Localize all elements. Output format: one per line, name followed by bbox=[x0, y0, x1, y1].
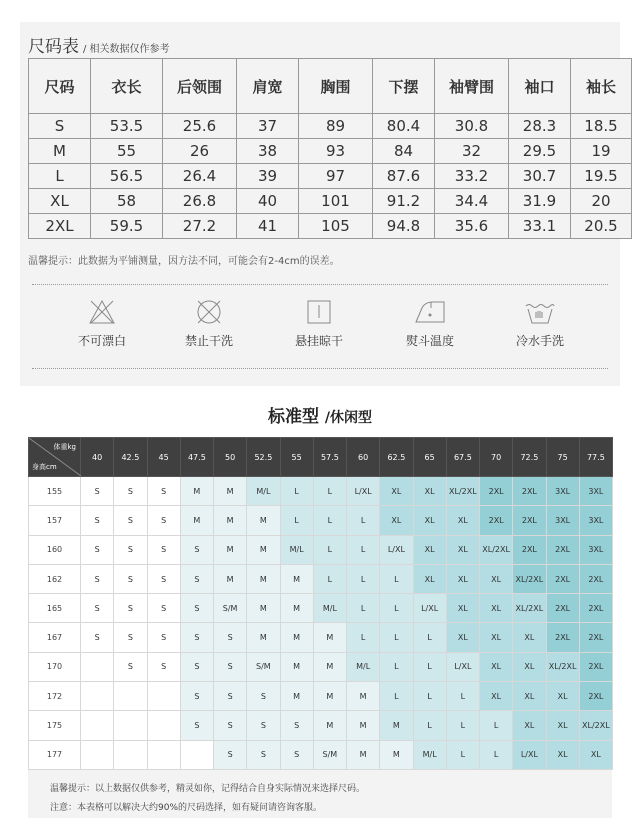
size-recommendation-cell: S bbox=[247, 682, 280, 711]
size-cell: 84 bbox=[373, 139, 435, 164]
size-recommendation-cell: XL bbox=[446, 535, 479, 564]
size-recommendation-cell: XL bbox=[513, 623, 546, 652]
care-label: 冷水手洗 bbox=[515, 334, 564, 348]
size-recommendation-cell: XL bbox=[513, 652, 546, 681]
size-recommendation-cell: L bbox=[380, 564, 413, 593]
size-recommendation-cell: M bbox=[280, 623, 313, 652]
size-recommendation-cell: L bbox=[446, 711, 479, 740]
size-recommendation-cell bbox=[180, 740, 213, 769]
care-label: 熨斗温度 bbox=[405, 334, 454, 348]
grid-row bbox=[29, 506, 613, 535]
size-recommendation-cell: L bbox=[413, 623, 446, 652]
size-recommendation-cell: M bbox=[280, 564, 313, 593]
size-recommendation-cell: M/L bbox=[313, 594, 346, 623]
grid-row bbox=[29, 623, 613, 652]
size-cell: 20 bbox=[571, 189, 632, 214]
size-recommendation-cell: L bbox=[380, 652, 413, 681]
size-recommendation-cell: S/M bbox=[313, 740, 346, 769]
size-recommendation-cell: 2XL bbox=[513, 506, 546, 535]
size-recommendation-cell: 2XL bbox=[480, 477, 513, 506]
size-cell: 20.5 bbox=[571, 214, 632, 239]
grid-row bbox=[29, 740, 613, 769]
size-recommendation-cell: 3XL bbox=[579, 506, 612, 535]
size-recommendation-cell: L/XL bbox=[413, 594, 446, 623]
size-recommendation-cell: 2XL bbox=[546, 623, 579, 652]
height-axis-label: 身高cm bbox=[32, 463, 57, 471]
weight-header: 42.5 bbox=[114, 438, 147, 477]
size-recommendation-cell: XL/2XL bbox=[513, 594, 546, 623]
size-recommendation-cell: S bbox=[247, 711, 280, 740]
size-recommendation-cell: 2XL bbox=[579, 652, 612, 681]
size-cell: 26.8 bbox=[163, 189, 237, 214]
size-recommendation-cell: M/L bbox=[280, 535, 313, 564]
size-recommendation-cell: S bbox=[147, 477, 180, 506]
size-recommendation-cell: XL bbox=[480, 652, 513, 681]
size-recommendation-cell: S bbox=[280, 740, 313, 769]
divider-bottom bbox=[32, 368, 608, 369]
size-cell: 28.3 bbox=[509, 114, 571, 139]
height-header: 167 bbox=[29, 623, 81, 652]
weight-header: 67.5 bbox=[446, 438, 479, 477]
size-recommendation-cell: XL/2XL bbox=[546, 652, 579, 681]
size-col-header: 下摆 bbox=[373, 59, 435, 114]
weight-header: 55 bbox=[280, 438, 313, 477]
size-cell: 18.5 bbox=[571, 114, 632, 139]
size-recommendation-cell: M bbox=[280, 682, 313, 711]
size-cell: 27.2 bbox=[163, 214, 237, 239]
size-recommendation-cell: S bbox=[180, 682, 213, 711]
size-recommendation-cell: S bbox=[81, 623, 114, 652]
size-cell: 30.8 bbox=[435, 114, 509, 139]
size-chart-title: 尺码表 / 相关数据仅作参考 bbox=[28, 37, 170, 57]
size-cell: 26 bbox=[163, 139, 237, 164]
size-cell: 40 bbox=[237, 189, 299, 214]
size-row bbox=[29, 214, 632, 239]
size-cell: 38 bbox=[237, 139, 299, 164]
size-recommendation-cell: S bbox=[214, 623, 247, 652]
size-recommendation-cell bbox=[81, 711, 114, 740]
size-recommendation-cell bbox=[147, 682, 180, 711]
size-recommendation-cell: XL bbox=[413, 477, 446, 506]
grid-row bbox=[29, 652, 613, 681]
size-cell: 30.7 bbox=[509, 164, 571, 189]
footer-note: 注意：本表格可以解决大约90%的尺码选择，如有疑问请咨询客服。 bbox=[50, 803, 323, 813]
size-recommendation-cell: L bbox=[480, 740, 513, 769]
weight-header: 52.5 bbox=[247, 438, 280, 477]
size-recommendation-cell: L bbox=[280, 506, 313, 535]
size-recommendation-cell: 2XL bbox=[546, 564, 579, 593]
size-col-header: 后领围 bbox=[163, 59, 237, 114]
size-row bbox=[29, 189, 632, 214]
size-recommendation-cell: S bbox=[114, 594, 147, 623]
size-chart-panel bbox=[20, 22, 620, 386]
size-col-header: 衣长 bbox=[91, 59, 163, 114]
measure-tip: 温馨提示：此数据为平铺测量，因方法不同，可能会有2-4cm的误差。 bbox=[28, 256, 340, 267]
size-recommendation-cell: L/XL bbox=[347, 477, 380, 506]
weight-header: 40 bbox=[81, 438, 114, 477]
size-recommendation-cell: 2XL bbox=[546, 535, 579, 564]
size-recommendation-cell: L bbox=[380, 682, 413, 711]
care-no-bleach bbox=[52, 298, 152, 349]
size-cell: 89 bbox=[299, 114, 373, 139]
size-recommendation-cell: XL bbox=[413, 564, 446, 593]
size-cell: S bbox=[29, 114, 91, 139]
height-header: 157 bbox=[29, 506, 81, 535]
grid-row bbox=[29, 564, 613, 593]
weight-axis-label: 体重kg bbox=[53, 443, 76, 451]
size-recommendation-cell: S/M bbox=[247, 652, 280, 681]
size-recommendation-cell: S bbox=[180, 594, 213, 623]
size-recommendation-cell bbox=[114, 682, 147, 711]
size-cell: 97 bbox=[299, 164, 373, 189]
size-recommendation-cell: S bbox=[81, 477, 114, 506]
care-iron bbox=[380, 298, 480, 349]
size-recommendation-cell: 2XL bbox=[546, 594, 579, 623]
size-cell: 37 bbox=[237, 114, 299, 139]
size-recommendation-cell: L bbox=[347, 594, 380, 623]
grid-row bbox=[29, 535, 613, 564]
care-label: 不可漂白 bbox=[77, 334, 126, 348]
size-recommendation-cell: 2XL bbox=[579, 564, 612, 593]
size-recommendation-cell: S bbox=[214, 652, 247, 681]
weight-header: 70 bbox=[480, 438, 513, 477]
size-recommendation-cell: M bbox=[214, 506, 247, 535]
size-recommendation-cell: 2XL bbox=[513, 535, 546, 564]
size-recommendation-cell: XL bbox=[513, 711, 546, 740]
size-recommendation-cell: XL bbox=[546, 682, 579, 711]
size-recommendation-cell: XL bbox=[413, 506, 446, 535]
weight-header: 77.5 bbox=[579, 438, 612, 477]
size-recommendation-cell bbox=[147, 711, 180, 740]
size-recommendation-cell: XL bbox=[480, 564, 513, 593]
weight-header: 47.5 bbox=[180, 438, 213, 477]
size-recommendation-cell: M bbox=[247, 506, 280, 535]
size-recommendation-cell: M bbox=[347, 711, 380, 740]
size-recommendation-cell: XL bbox=[513, 682, 546, 711]
care-label: 悬挂晾干 bbox=[294, 334, 343, 348]
size-recommendation-cell bbox=[81, 652, 114, 681]
size-recommendation-cell: S bbox=[114, 535, 147, 564]
size-recommendation-cell: S bbox=[214, 711, 247, 740]
size-recommendation-cell: XL bbox=[546, 711, 579, 740]
size-recommendation-cell: M bbox=[214, 564, 247, 593]
size-recommendation-cell: XL bbox=[380, 506, 413, 535]
care-hand-wash bbox=[490, 298, 590, 349]
size-recommendation-cell: XL/2XL bbox=[579, 711, 612, 740]
size-recommendation-cell: L bbox=[446, 740, 479, 769]
size-cell: 33.2 bbox=[435, 164, 509, 189]
size-recommendation-cell: 2XL bbox=[480, 506, 513, 535]
size-recommendation-cell: M bbox=[347, 740, 380, 769]
size-recommendation-cell: XL bbox=[413, 535, 446, 564]
care-no-dry-clean bbox=[159, 298, 259, 349]
size-recommendation-cell: L bbox=[347, 535, 380, 564]
size-recommendation-cell: L bbox=[313, 506, 346, 535]
size-recommendation-cell: L bbox=[480, 711, 513, 740]
size-recommendation-cell: S bbox=[114, 506, 147, 535]
grid-row bbox=[29, 594, 613, 623]
size-recommendation-cell: S bbox=[114, 477, 147, 506]
size-recommendation-grid bbox=[28, 437, 612, 770]
size-recommendation-cell: XL bbox=[380, 477, 413, 506]
size-cell: 58 bbox=[91, 189, 163, 214]
height-header: 177 bbox=[29, 740, 81, 769]
size-recommendation-cell: XL bbox=[446, 506, 479, 535]
size-recommendation-cell: S bbox=[81, 506, 114, 535]
care-label: 禁止干洗 bbox=[184, 334, 233, 348]
size-cell: 31.9 bbox=[509, 189, 571, 214]
size-recommendation-cell: M bbox=[380, 711, 413, 740]
size-recommendation-cell: S bbox=[114, 564, 147, 593]
size-row bbox=[29, 164, 632, 189]
size-cell: 105 bbox=[299, 214, 373, 239]
size-recommendation-cell: L bbox=[380, 623, 413, 652]
size-recommendation-cell: S bbox=[180, 623, 213, 652]
size-recommendation-cell: M bbox=[280, 594, 313, 623]
height-header: 160 bbox=[29, 535, 81, 564]
size-recommendation-cell: M bbox=[380, 740, 413, 769]
size-recommendation-cell: L bbox=[380, 594, 413, 623]
size-col-header: 尺码 bbox=[29, 59, 91, 114]
grid-row bbox=[29, 682, 613, 711]
grid-row bbox=[29, 711, 613, 740]
weight-header: 60 bbox=[347, 438, 380, 477]
size-recommendation-cell: L/XL bbox=[380, 535, 413, 564]
grid-corner bbox=[29, 438, 81, 477]
size-recommendation-cell: XL bbox=[579, 740, 612, 769]
size-recommendation-cell: M bbox=[280, 652, 313, 681]
size-recommendation-cell: S bbox=[180, 711, 213, 740]
size-recommendation-cell: M bbox=[214, 477, 247, 506]
weight-header: 62.5 bbox=[380, 438, 413, 477]
size-recommendation-cell: M bbox=[214, 535, 247, 564]
size-row bbox=[29, 139, 632, 164]
size-recommendation-cell: S bbox=[147, 594, 180, 623]
size-recommendation-cell: 2XL bbox=[579, 623, 612, 652]
height-header: 170 bbox=[29, 652, 81, 681]
size-cell: 26.4 bbox=[163, 164, 237, 189]
size-recommendation-cell: S bbox=[114, 652, 147, 681]
size-recommendation-cell: M bbox=[180, 477, 213, 506]
size-recommendation-cell: M/L bbox=[247, 477, 280, 506]
hand-wash-cold-icon bbox=[524, 298, 556, 326]
size-recommendation-cell: M bbox=[313, 711, 346, 740]
size-recommendation-cell: L bbox=[413, 652, 446, 681]
size-recommendation-cell: L bbox=[347, 564, 380, 593]
grid-row bbox=[29, 477, 613, 506]
size-recommendation-cell: S bbox=[147, 535, 180, 564]
size-cell: 19 bbox=[571, 139, 632, 164]
size-recommendation-cell: M bbox=[313, 682, 346, 711]
size-recommendation-cell: XL/2XL bbox=[513, 564, 546, 593]
size-cell: 91.2 bbox=[373, 189, 435, 214]
size-cell: 59.5 bbox=[91, 214, 163, 239]
size-recommendation-cell: S bbox=[214, 740, 247, 769]
size-recommendation-cell: M/L bbox=[347, 652, 380, 681]
size-cell: 32 bbox=[435, 139, 509, 164]
size-cell: 53.5 bbox=[91, 114, 163, 139]
size-recommendation-cell bbox=[147, 740, 180, 769]
size-recommendation-cell: S/M bbox=[214, 594, 247, 623]
size-cell: 34.4 bbox=[435, 189, 509, 214]
size-recommendation-cell: S bbox=[180, 652, 213, 681]
size-recommendation-cell: 3XL bbox=[546, 506, 579, 535]
size-recommendation-cell: 2XL bbox=[579, 594, 612, 623]
size-recommendation-cell: L bbox=[413, 711, 446, 740]
size-recommendation-cell: S bbox=[180, 564, 213, 593]
size-recommendation-cell: XL bbox=[480, 623, 513, 652]
size-recommendation-cell: M bbox=[313, 623, 346, 652]
size-cell: 33.1 bbox=[509, 214, 571, 239]
size-recommendation-cell: S bbox=[81, 594, 114, 623]
size-recommendation-cell: M bbox=[247, 535, 280, 564]
size-recommendation-cell: L bbox=[313, 477, 346, 506]
size-recommendation-cell: S bbox=[280, 711, 313, 740]
size-recommendation-cell: 3XL bbox=[546, 477, 579, 506]
size-col-header: 袖长 bbox=[571, 59, 632, 114]
height-header: 175 bbox=[29, 711, 81, 740]
size-recommendation-cell: XL bbox=[480, 682, 513, 711]
iron-temperature-icon bbox=[413, 298, 447, 326]
size-recommendation-cell: S bbox=[81, 535, 114, 564]
size-recommendation-cell: M bbox=[247, 564, 280, 593]
size-recommendation-cell: M/L bbox=[413, 740, 446, 769]
size-cell: 87.6 bbox=[373, 164, 435, 189]
size-cell: XL bbox=[29, 189, 91, 214]
size-cell: 94.8 bbox=[373, 214, 435, 239]
size-table bbox=[28, 58, 632, 239]
size-cell: 39 bbox=[237, 164, 299, 189]
no-bleach-icon bbox=[87, 298, 117, 326]
size-cell: L bbox=[29, 164, 91, 189]
size-cell: 80.4 bbox=[373, 114, 435, 139]
weight-header: 75 bbox=[546, 438, 579, 477]
size-chart-subtitle: / 相关数据仅作参考 bbox=[83, 44, 170, 55]
size-recommendation-cell: S bbox=[147, 564, 180, 593]
size-cell: 41 bbox=[237, 214, 299, 239]
size-recommendation-cell: S bbox=[114, 623, 147, 652]
size-cell: 35.6 bbox=[435, 214, 509, 239]
size-recommendation-cell: L/XL bbox=[513, 740, 546, 769]
size-recommendation-cell: L bbox=[347, 506, 380, 535]
weight-header: 50 bbox=[214, 438, 247, 477]
care-hang-dry bbox=[269, 298, 369, 349]
size-recommendation-cell: M bbox=[347, 682, 380, 711]
size-recommendation-cell: 3XL bbox=[579, 477, 612, 506]
size-recommendation-cell: L bbox=[347, 623, 380, 652]
size-cell: 25.6 bbox=[163, 114, 237, 139]
size-recommendation-cell: S bbox=[147, 623, 180, 652]
size-recommendation-cell: L bbox=[446, 682, 479, 711]
size-cell: 2XL bbox=[29, 214, 91, 239]
size-col-header: 肩宽 bbox=[237, 59, 299, 114]
no-dry-clean-icon bbox=[194, 298, 224, 326]
size-col-header: 胸围 bbox=[299, 59, 373, 114]
height-header: 162 bbox=[29, 564, 81, 593]
size-recommendation-cell: M bbox=[180, 506, 213, 535]
size-recommendation-cell: S bbox=[147, 506, 180, 535]
size-recommendation-cell: S bbox=[147, 652, 180, 681]
height-header: 155 bbox=[29, 477, 81, 506]
weight-header: 65 bbox=[413, 438, 446, 477]
footer-tip: 温馨提示：以上数据仅供参考，精灵如你，记得结合自身实际情况来选择尺码。 bbox=[50, 784, 366, 794]
size-recommendation-cell: L bbox=[413, 682, 446, 711]
size-recommendation-cell: XL/2XL bbox=[480, 535, 513, 564]
height-header: 172 bbox=[29, 682, 81, 711]
size-recommendation-cell: S bbox=[81, 564, 114, 593]
size-row bbox=[29, 114, 632, 139]
hang-dry-icon bbox=[304, 298, 334, 326]
size-recommendation-cell: XL bbox=[446, 594, 479, 623]
fit-heading: 标准型 /休闲型 bbox=[267, 407, 373, 427]
size-col-header: 袖口 bbox=[509, 59, 571, 114]
size-recommendation-cell: XL bbox=[446, 564, 479, 593]
size-recommendation-cell: M bbox=[247, 594, 280, 623]
size-recommendation-cell bbox=[114, 740, 147, 769]
size-recommendation-cell: L/XL bbox=[446, 652, 479, 681]
size-recommendation-cell bbox=[81, 740, 114, 769]
size-recommendation-cell bbox=[81, 682, 114, 711]
size-recommendation-cell: M bbox=[313, 652, 346, 681]
size-col-header: 袖臂围 bbox=[435, 59, 509, 114]
size-recommendation-cell bbox=[114, 711, 147, 740]
size-recommendation-cell: M bbox=[247, 623, 280, 652]
size-recommendation-cell: S bbox=[214, 682, 247, 711]
size-cell: 56.5 bbox=[91, 164, 163, 189]
weight-header: 57.5 bbox=[313, 438, 346, 477]
size-cell: 101 bbox=[299, 189, 373, 214]
size-cell: 93 bbox=[299, 139, 373, 164]
divider-top bbox=[32, 284, 608, 285]
size-recommendation-cell: S bbox=[247, 740, 280, 769]
size-recommendation-cell: 2XL bbox=[513, 477, 546, 506]
size-recommendation-cell: S bbox=[180, 535, 213, 564]
size-recommendation-cell: XL/2XL bbox=[446, 477, 479, 506]
size-cell: M bbox=[29, 139, 91, 164]
weight-header: 45 bbox=[147, 438, 180, 477]
weight-header: 72.5 bbox=[513, 438, 546, 477]
size-cell: 19.5 bbox=[571, 164, 632, 189]
size-recommendation-cell: L bbox=[280, 477, 313, 506]
size-recommendation-cell: 3XL bbox=[579, 535, 612, 564]
size-cell: 29.5 bbox=[509, 139, 571, 164]
size-recommendation-cell: XL bbox=[446, 623, 479, 652]
size-recommendation-cell: XL bbox=[546, 740, 579, 769]
size-recommendation-cell: 2XL bbox=[579, 682, 612, 711]
size-cell: 55 bbox=[91, 139, 163, 164]
size-recommendation-cell: L bbox=[313, 564, 346, 593]
height-header: 165 bbox=[29, 594, 81, 623]
size-recommendation-cell: L bbox=[313, 535, 346, 564]
size-recommendation-cell: XL bbox=[480, 594, 513, 623]
